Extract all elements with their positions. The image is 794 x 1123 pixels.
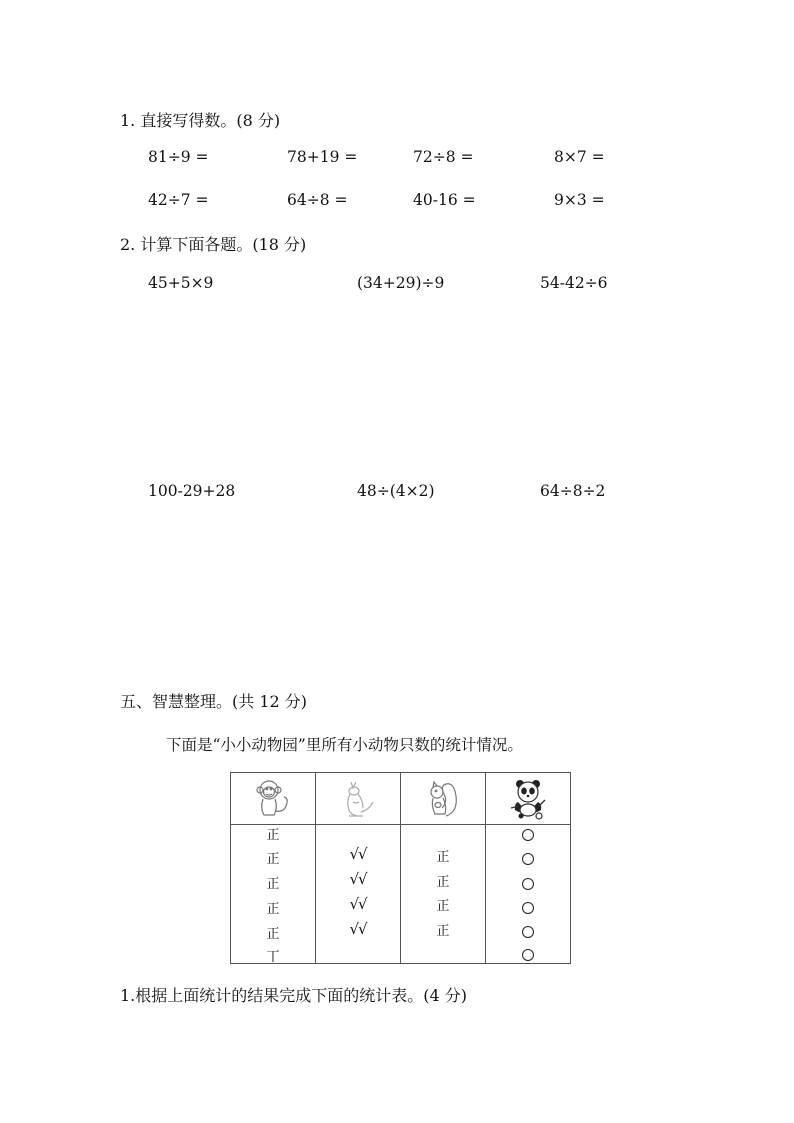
tally-mark: 正 — [436, 875, 450, 890]
circle-mark — [522, 829, 534, 841]
kangaroo-icon — [339, 778, 377, 820]
tally-mark — [486, 829, 570, 845]
problem-2-5: 48÷(4×2) — [357, 482, 435, 500]
tally-mark: √√ — [349, 845, 367, 863]
panda-tally — [486, 825, 571, 964]
tally-mark: √√ — [349, 895, 367, 913]
tally-mark: 丅 — [266, 950, 280, 965]
tally-mark: √√ — [349, 870, 367, 888]
problem-2-1: 45+5×9 — [148, 274, 214, 292]
squirrel-icon — [424, 778, 462, 820]
tally-mark: 正 — [266, 828, 280, 843]
monkey-tally — [231, 825, 316, 964]
tally-mark — [486, 902, 570, 918]
problem-1-8: 9×3 = — [554, 191, 605, 209]
circle-mark — [522, 878, 534, 890]
problem-1-4: 8×7 = — [554, 148, 605, 166]
circle-mark — [522, 949, 534, 961]
panda-icon — [507, 778, 549, 820]
problem-1-2: 78+19 = — [287, 148, 358, 166]
problem-1-3: 72÷8 = — [413, 148, 474, 166]
tally-mark: 正 — [266, 877, 280, 892]
tally-mark: 正 — [266, 852, 280, 867]
problem-1-6: 64÷8 = — [287, 191, 348, 209]
tally-mark: 正 — [436, 899, 450, 914]
problem-2-6: 64÷8÷2 — [540, 482, 606, 500]
section5-intro: 下面是“小小动物园”里所有小动物只数的统计情况。 — [166, 736, 523, 754]
tally-mark — [486, 949, 570, 965]
monkey-icon — [254, 778, 292, 820]
tally-mark — [486, 878, 570, 894]
circle-mark — [522, 853, 534, 865]
problem-2-3: 54-42÷6 — [540, 274, 608, 292]
section5-question1: 1.根据上面统计的结果完成下面的统计表。(4 分) — [120, 986, 468, 1005]
tally-mark: 正 — [266, 927, 280, 942]
problem-1-7: 40-16 = — [413, 191, 476, 209]
tally-mark: √√ — [349, 920, 367, 938]
tally-table — [230, 772, 571, 964]
kangaroo-tally — [316, 825, 401, 964]
tally-mark — [486, 926, 570, 942]
problem-2-4: 100-29+28 — [148, 482, 236, 500]
tally-mark: 正 — [436, 850, 450, 865]
tally-mark — [486, 853, 570, 869]
panda-cell — [486, 773, 571, 825]
section1-title: 1. 直接写得数。(8 分) — [120, 111, 281, 130]
circle-mark — [522, 926, 534, 938]
squirrel-tally — [401, 825, 486, 964]
tally-mark: 正 — [266, 902, 280, 917]
kangaroo-cell — [316, 773, 401, 825]
problem-2-2: (34+29)÷9 — [357, 274, 445, 292]
circle-mark — [522, 902, 534, 914]
tally-mark: 正 — [436, 924, 450, 939]
problem-1-1: 81÷9 = — [148, 148, 209, 166]
section5-title: 五、智慧整理。(共 12 分) — [120, 692, 308, 711]
squirrel-cell — [401, 773, 486, 825]
problem-1-5: 42÷7 = — [148, 191, 209, 209]
section2-title: 2. 计算下面各题。(18 分) — [120, 235, 307, 254]
monkey-cell — [231, 773, 316, 825]
